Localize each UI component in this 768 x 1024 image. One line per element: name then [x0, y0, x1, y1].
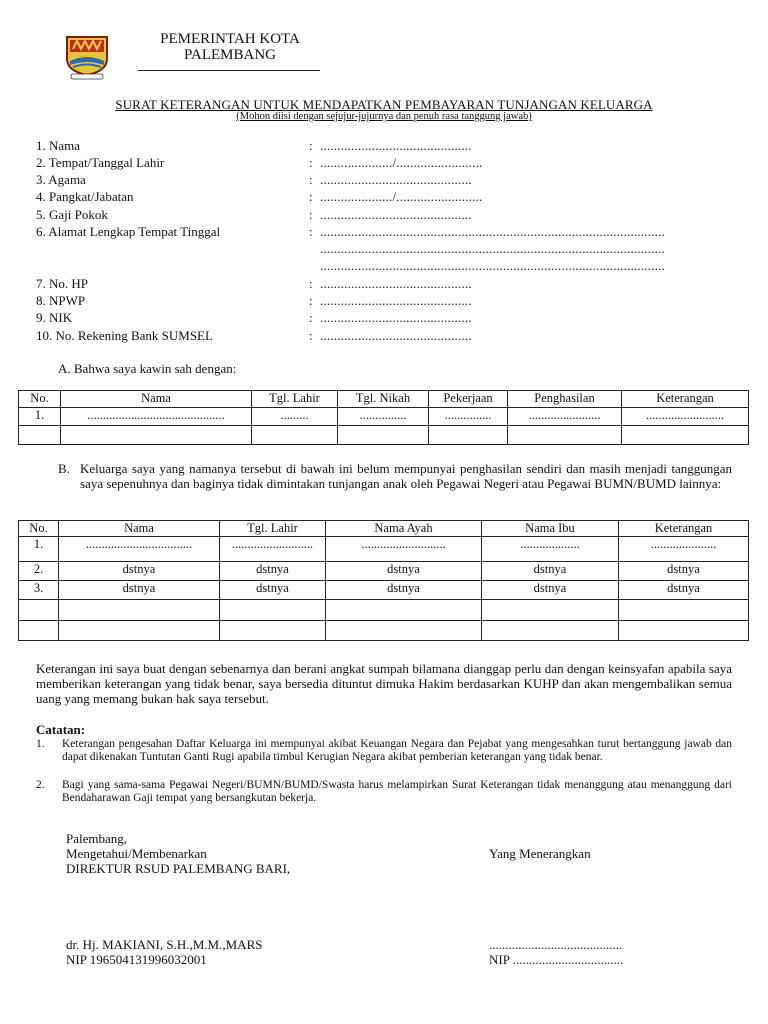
column-header: Nama [59, 521, 220, 537]
table-cell[interactable]: dstnya [59, 581, 220, 600]
column-header: Nama Ayah [326, 521, 482, 537]
field-value-hp[interactable]: ............................................ [320, 276, 472, 291]
field-colon: : [309, 276, 313, 291]
table-row [19, 426, 749, 445]
table-cell: 1. [19, 537, 59, 562]
table-row [19, 581, 749, 600]
column-header: Tgl. Nikah [338, 391, 429, 408]
field-value-pangkat[interactable]: ...................../......................... [320, 189, 483, 204]
declarer-nip-field[interactable]: NIP .................................. [489, 952, 624, 967]
field-value-alamat-line-3[interactable]: .................................................................................................... [320, 258, 665, 273]
field-colon: : [309, 328, 313, 343]
field-value-rekening[interactable]: ............................................ [320, 328, 472, 343]
table-cell: 3. [19, 581, 59, 600]
field-label-agama: 3. Agama [36, 172, 86, 187]
note-text: Keterangan pengesahan Daftar Keluarga ini mempunyai akibat Keuangan Negara dan Pejabat yang mengesahkan turut bertanggung jawab dan dapat dikenakan Tuntutan Ganti Rugi apabila timbul Kerugian Negara akibat pemberian keterangan yang tidak benar. [62, 738, 732, 763]
note-number: 2. [36, 779, 45, 791]
official-name: dr. Hj. MAKIANI, S.H.,M.M.,MARS [66, 937, 263, 952]
table-row [19, 621, 749, 641]
table-cell[interactable] [59, 600, 220, 621]
table-row [19, 537, 749, 562]
field-value-alamat-line-2[interactable]: .................................................................................................... [320, 241, 665, 256]
table-row [19, 562, 749, 581]
field-value-ttl[interactable]: ...................../......................... [320, 155, 483, 170]
table-cell[interactable] [252, 426, 338, 445]
table-cell[interactable] [619, 621, 749, 641]
government-heading [140, 31, 320, 63]
dependents-table [18, 520, 749, 641]
field-label-nama: 1. Nama [36, 138, 81, 153]
table-cell[interactable]: dstnya [619, 581, 749, 600]
column-header: Nama Ibu [482, 521, 619, 537]
field-label-gaji: 5. Gaji Pokok [36, 207, 108, 222]
table-cell[interactable]: dstnya [326, 562, 482, 581]
signature-declarer-label: Yang Menerangkan [489, 846, 591, 861]
table-header-row [19, 521, 749, 537]
table-cell[interactable]: ....................... [508, 408, 622, 426]
notes-title: Catatan: [36, 722, 86, 737]
column-header: Nama [61, 391, 252, 408]
signature-approve-label: Mengetahui/Membenarkan [66, 846, 207, 861]
table-header-row [19, 391, 749, 408]
field-label-npwp: 8. NPWP [36, 293, 86, 308]
field-colon: : [309, 138, 313, 153]
table-cell[interactable] [61, 426, 252, 445]
field-label-pangkat: 4. Pangkat/Jabatan [36, 189, 134, 204]
column-header: No. [19, 521, 59, 537]
field-colon: : [309, 207, 313, 222]
table-cell[interactable]: .......................... [220, 537, 326, 562]
heading-divider [138, 70, 320, 71]
field-label-alamat: 6. Alamat Lengkap Tempat Tinggal [36, 224, 221, 239]
column-header: Tgl. Lahir [252, 391, 338, 408]
section-b-letter: B. [58, 461, 70, 476]
field-value-nama[interactable]: ............................................ [320, 138, 472, 153]
table-cell[interactable] [622, 426, 749, 445]
field-colon: : [309, 172, 313, 187]
table-cell[interactable]: ............... [338, 408, 429, 426]
table-cell[interactable]: ........................... [326, 537, 482, 562]
signature-director-title: DIREKTUR RSUD PALEMBANG BARI, [66, 861, 291, 876]
section-b-text: Keluarga saya yang namanya tersebut di bawah ini belum mempunyai penghasilan sendiri dan masih menjadi tanggungan saya sepenuhnya dan baginya tidak dimintakan tunjangan anak oleh Pegawai Negeri atau Pegawai BUMN/BUMD lainnya: [80, 461, 732, 491]
field-label-rekening: 10. No. Rekening Bank SUMSEL [36, 328, 213, 343]
table-cell[interactable]: dstnya [220, 581, 326, 600]
note-number: 1. [36, 738, 45, 750]
table-cell[interactable] [338, 426, 429, 445]
table-cell[interactable]: dstnya [482, 562, 619, 581]
city-crest-icon [61, 31, 113, 81]
table-cell[interactable]: dstnya [482, 581, 619, 600]
field-colon: : [309, 224, 313, 239]
table-cell[interactable] [59, 621, 220, 641]
column-header: Keterangan [622, 391, 749, 408]
signature-city: Palembang, [66, 831, 128, 846]
field-value-nik[interactable]: ............................................ [320, 310, 472, 325]
field-value-npwp[interactable]: ............................................ [320, 293, 472, 308]
table-cell[interactable]: dstnya [619, 562, 749, 581]
table-cell[interactable] [220, 600, 326, 621]
table-cell[interactable]: .................................. [59, 537, 220, 562]
note-text: Bagi yang sama-sama Pegawai Negeri/BUMN/BUMD/Swasta harus melampirkan Surat Keterangan tidak menanggung atau menanggung dari Bendaharawan Gaji tempat yang bersangkutan bekerja. [62, 779, 732, 804]
field-value-alamat[interactable]: .................................................................................................... [320, 224, 665, 239]
field-value-gaji[interactable]: ............................................ [320, 207, 472, 222]
table-cell[interactable]: ............................................ [61, 408, 252, 426]
table-cell [19, 426, 61, 445]
column-header: No. [19, 391, 61, 408]
table-cell[interactable] [482, 621, 619, 641]
table-cell[interactable]: ................... [482, 537, 619, 562]
table-cell[interactable]: dstnya [326, 581, 482, 600]
column-header: Penghasilan [508, 391, 622, 408]
table-cell[interactable]: ......... [252, 408, 338, 426]
field-colon: : [309, 155, 313, 170]
statement-paragraph: Keterangan ini saya buat dengan sebenarnya dan berani angkat sumpah bilamana dianggap perlu dan dengan keinsyafan apabila saya memberikan keterangan yang tidak benar, saya bersedia dituntut dimuka Hakim berdasarkan KUHP dan akan mengembalikan semua uang yang memang bukan hak saya tersebut. [36, 661, 732, 706]
column-header: Tgl. Lahir [220, 521, 326, 537]
table-cell[interactable]: dstnya [59, 562, 220, 581]
table-cell[interactable] [482, 600, 619, 621]
column-header: Pekerjaan [429, 391, 508, 408]
field-colon: : [309, 189, 313, 204]
gov-line-1: PEMERINTAH KOTA [160, 31, 300, 47]
table-cell[interactable] [508, 426, 622, 445]
table-cell: 1. [19, 408, 61, 426]
table-cell[interactable] [220, 621, 326, 641]
field-label-ttl: 2. Tempat/Tanggal Lahir [36, 155, 165, 170]
table-cell[interactable] [326, 600, 482, 621]
table-cell[interactable]: dstnya [220, 562, 326, 581]
gov-line-2: PALEMBANG [184, 47, 276, 63]
table-cell[interactable]: ......................... [622, 408, 749, 426]
table-cell[interactable] [429, 426, 508, 445]
field-label-hp: 7. No. HP [36, 276, 89, 291]
table-cell[interactable] [326, 621, 482, 641]
field-label-nik: 9. NIK [36, 310, 73, 325]
table-cell[interactable] [619, 600, 749, 621]
declarer-name-field[interactable]: ......................................... [489, 937, 623, 952]
table-cell [19, 600, 59, 621]
document-subtitle: (Mohon diisi dengan sejujur-jujurnya dan penuh rasa tanggung jawab) [236, 111, 532, 122]
document-title: SURAT KETERANGAN UNTUK MENDAPATKAN PEMBAYARAN TUNJANGAN KELUARGA [115, 97, 653, 112]
table-row [19, 408, 749, 426]
spouse-table [18, 390, 749, 445]
field-value-agama[interactable]: ............................................ [320, 172, 472, 187]
table-row [19, 600, 749, 621]
field-colon: : [309, 293, 313, 308]
table-cell: 2. [19, 562, 59, 581]
table-cell[interactable]: ............... [429, 408, 508, 426]
official-nip: NIP 196504131996032001 [66, 952, 207, 967]
table-cell [19, 621, 59, 641]
section-a-heading: A. Bahwa saya kawin sah dengan: [58, 361, 237, 376]
field-colon: : [309, 310, 313, 325]
table-cell[interactable]: ..................... [619, 537, 749, 562]
column-header: Keterangan [619, 521, 749, 537]
